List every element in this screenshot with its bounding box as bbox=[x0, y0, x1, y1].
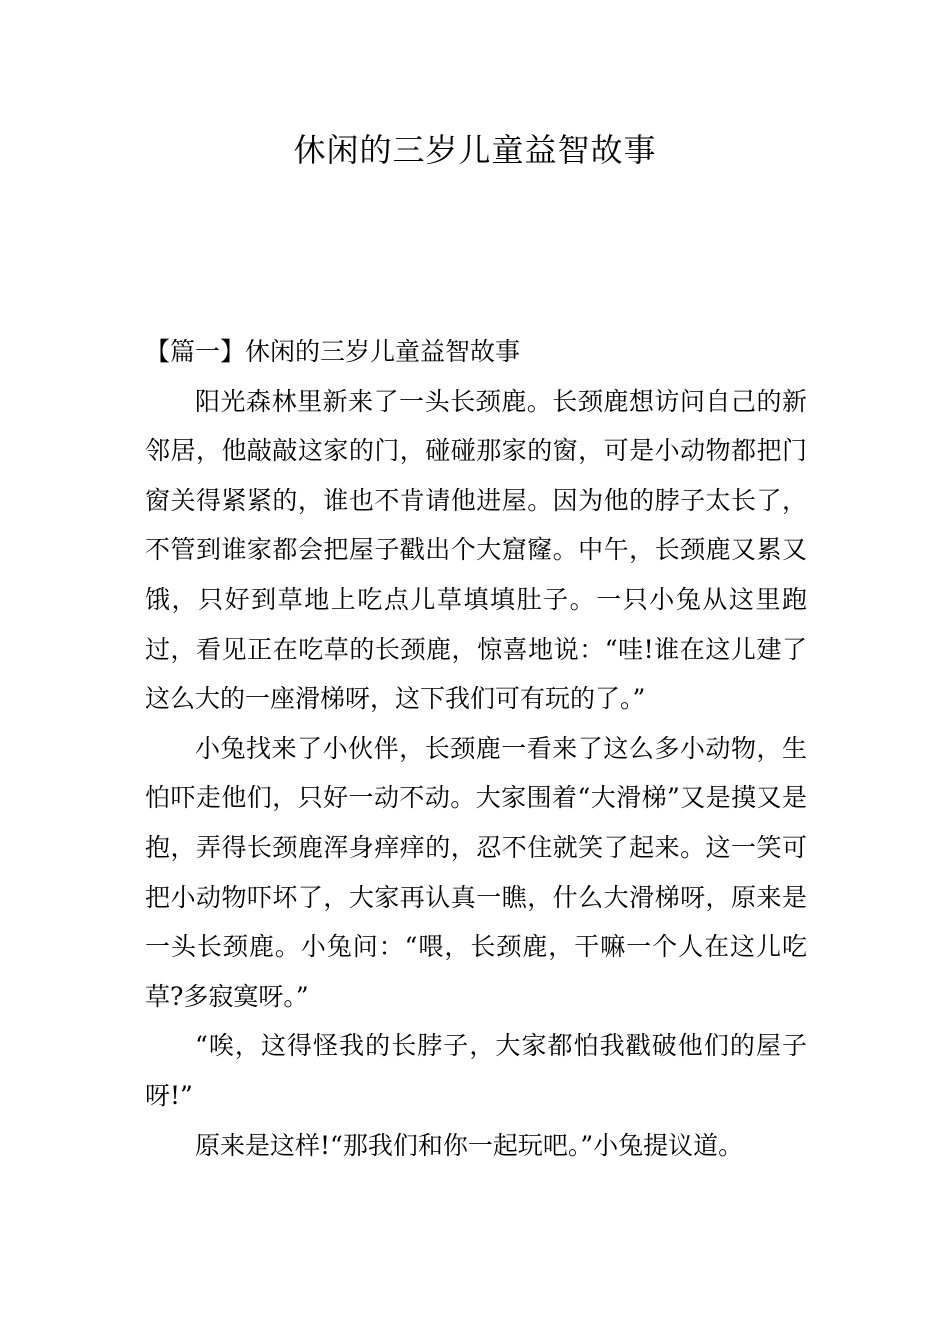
document-title: 休闲的三岁儿童益智故事 bbox=[293, 131, 657, 169]
paragraph-3: “唉，这得怪我的长脖子，大家都怕我戳破他们的屋子呀!” bbox=[145, 1031, 807, 1110]
document-body bbox=[145, 327, 807, 1170]
paragraph-1: 阳光森林里新来了一头长颈鹿。长颈鹿想访问自己的新邻居，他敲敲这家的门，碰碰那家的窗，可是小动物都把门窗关得紧紧的，谁也不肯请他进屋。因为他的脖子太长了，不管到谁家都会把屋子戳出个大窟窿。中午，长颈鹿又累又饿，只好到草地上吃点儿草填填肚子。一只小兔从这里跑过，看见正在吃草的长颈鹿，惊喜地说：“哇!谁在这儿建了这么大的一座滑梯呀，这下我们可有玩的了。” bbox=[145, 386, 807, 714]
paragraph-4: 原来是这样!“那我们和你一起玩吧。”小兔提议道。 bbox=[195, 1130, 744, 1160]
section-heading: 【篇一】休闲的三岁儿童益智故事 bbox=[145, 337, 521, 366]
paragraph-2: 小兔找来了小伙伴，长颈鹿一看来了这么多小动物，生怕吓走他们，只好一动不动。大家围着“大滑梯”又是摸又是抱，弄得长颈鹿浑身痒痒的，忍不住就笑了起来。这一笑可把小动物吓坏了，大家再认真一瞧，什么大滑梯呀，原来是一头长颈鹿。小兔问：“喂，长颈鹿，干嘛一个人在这儿吃草?多寂寞呀。” bbox=[145, 733, 807, 1011]
